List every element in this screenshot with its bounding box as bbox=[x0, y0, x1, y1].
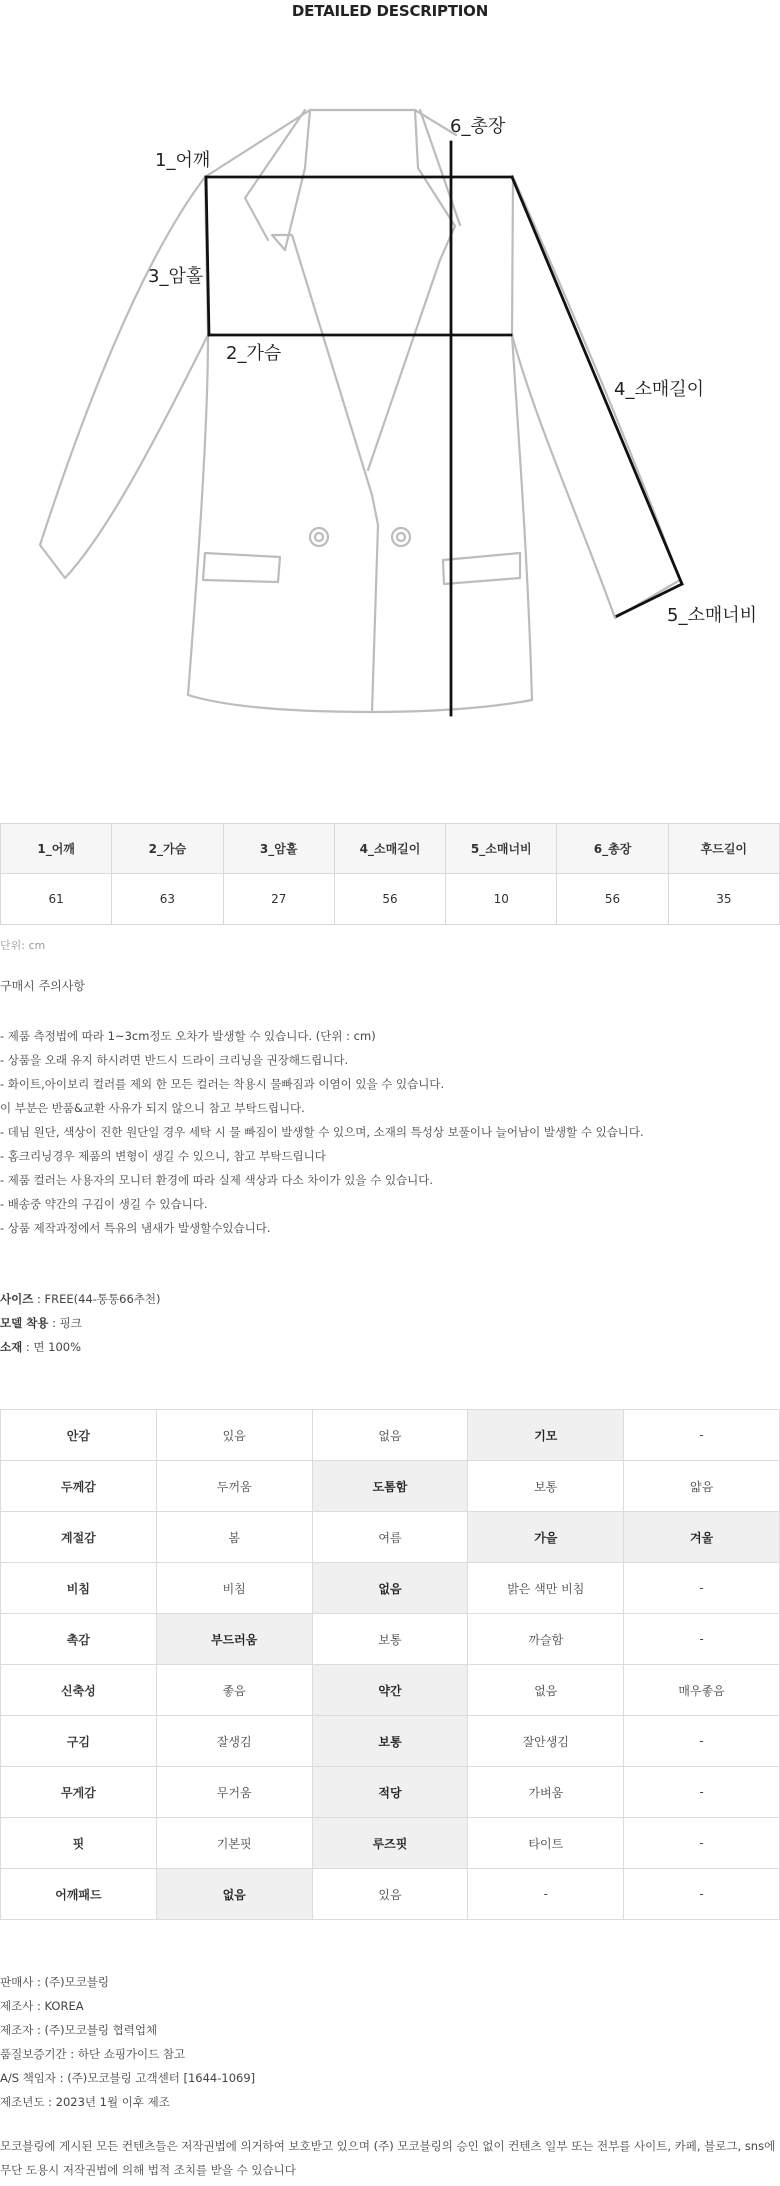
copyright-notice: 모코블링에 게시된 모든 컨텐츠들은 저작권법에 의거하여 보호받고 있으며 (주) 모코블링의 승인 없이 컨텐츠 일부 또는 전부를 사이트, 카페, 블로그, sns에 무단 도용시 저작권법에 의해 법적 조치를 받을 수 있습니다 bbox=[0, 2139, 776, 2177]
size-header-cell: 2_가슴 bbox=[112, 824, 223, 874]
feel-option-cell: 두꺼움 bbox=[156, 1461, 312, 1512]
feel-option-cell: 겨울 bbox=[624, 1512, 780, 1563]
left-lapel bbox=[272, 110, 378, 525]
caution-item: - 제품 측정법에 따라 1~3cm정도 오차가 발생할 수 있습니다. (단위 : cm) bbox=[0, 1029, 376, 1043]
size-value-cell: 27 bbox=[223, 874, 334, 925]
jacket-illustration bbox=[0, 90, 780, 740]
feel-attribute-cell: 신축성 bbox=[1, 1665, 157, 1716]
right-body-side bbox=[512, 177, 532, 700]
feel-option-cell: 도톰함 bbox=[312, 1461, 468, 1512]
jacket-outline bbox=[40, 110, 680, 712]
label-armhole: 3_암홀 bbox=[148, 266, 204, 287]
caution-item: - 상품을 오래 유지 하시려면 반드시 드라이 크리닝을 권장해드립니다. bbox=[0, 1053, 349, 1067]
collar-back bbox=[310, 110, 456, 135]
size-value-cell: 63 bbox=[112, 874, 223, 925]
feel-attribute-cell: 무게감 bbox=[1, 1767, 157, 1818]
feel-option-cell: 얇음 bbox=[624, 1461, 780, 1512]
feel-option-cell: 기본핏 bbox=[156, 1818, 312, 1869]
left-sleeve bbox=[40, 177, 208, 578]
spec-key: 모델 착용 bbox=[0, 1316, 49, 1330]
size-value-cell: 61 bbox=[1, 874, 112, 925]
label-sleeve-length: 4_소매길이 bbox=[614, 379, 705, 400]
feel-attribute-cell: 어깨패드 bbox=[1, 1869, 157, 1920]
feel-row bbox=[1, 1461, 780, 1512]
size-header-cell: 1_어깨 bbox=[1, 824, 112, 874]
feel-row bbox=[1, 1614, 780, 1665]
caution-item: - 데님 원단, 색상이 진한 원단일 경우 세탁 시 물 빠짐이 발생할 수 있으며, 소재의 특성상 보풀이나 늘어남이 발생할 수 있습니다. bbox=[0, 1125, 644, 1139]
label-total-length: 6_총장 bbox=[450, 116, 506, 137]
label-shoulder: 1_어깨 bbox=[155, 150, 211, 171]
info-row: 제조사 : KOREA bbox=[0, 1999, 84, 2013]
feel-option-cell: 없음 bbox=[468, 1665, 624, 1716]
feel-option-cell: 까슬함 bbox=[468, 1614, 624, 1665]
feel-row bbox=[1, 1512, 780, 1563]
info-row: 품질보증기간 : 하단 쇼핑가이드 참고 bbox=[0, 2047, 186, 2061]
left-body-side bbox=[188, 177, 208, 695]
feel-option-cell: 없음 bbox=[312, 1563, 468, 1614]
feel-option-cell: 가벼움 bbox=[468, 1767, 624, 1818]
feel-option-cell: 가을 bbox=[468, 1512, 624, 1563]
spec-row bbox=[0, 1287, 160, 1311]
size-value-cell: 56 bbox=[334, 874, 445, 925]
size-value-cell: 35 bbox=[668, 874, 779, 925]
button-2 bbox=[392, 528, 410, 546]
caution-title: 구매시 주의사항 bbox=[0, 979, 85, 993]
feel-option-cell: - bbox=[624, 1869, 780, 1920]
size-header-cell: 후드길이 bbox=[668, 824, 779, 874]
feel-attribute-cell: 계절감 bbox=[1, 1512, 157, 1563]
feel-attribute-cell: 두께감 bbox=[1, 1461, 157, 1512]
hem bbox=[188, 695, 532, 712]
feel-option-cell: 없음 bbox=[156, 1869, 312, 1920]
front-edge bbox=[372, 525, 378, 712]
feel-option-cell: 있음 bbox=[156, 1410, 312, 1461]
label-chest: 2_가슴 bbox=[226, 343, 282, 364]
size-value-cell: 10 bbox=[446, 874, 557, 925]
feel-row bbox=[1, 1767, 780, 1818]
feel-option-cell: 잘안생김 bbox=[468, 1716, 624, 1767]
feel-row bbox=[1, 1563, 780, 1614]
size-header-cell: 6_총장 bbox=[557, 824, 668, 874]
spec-value: : 면 100% bbox=[22, 1340, 82, 1354]
caution-item: - 화이트,아이보리 컬러를 제외 한 모든 컬러는 착용시 물빠짐과 이염이 있을 수 있습니다. bbox=[0, 1077, 445, 1091]
info-row: 판매사 : (주)모코블링 bbox=[0, 1975, 110, 1989]
feel-option-cell: 좋음 bbox=[156, 1665, 312, 1716]
section-heading: DETAILED DESCRIPTION bbox=[291, 2, 489, 20]
product-specs bbox=[0, 1287, 160, 1359]
feel-option-cell: 없음 bbox=[312, 1410, 468, 1461]
feel-option-cell: 무거움 bbox=[156, 1767, 312, 1818]
feel-option-cell: 매우좋음 bbox=[624, 1665, 780, 1716]
button-1 bbox=[310, 528, 328, 546]
feel-option-cell: 보통 bbox=[468, 1461, 624, 1512]
feel-option-cell: 있음 bbox=[312, 1869, 468, 1920]
feel-option-cell: 보통 bbox=[312, 1614, 468, 1665]
feel-option-cell: 기모 bbox=[468, 1410, 624, 1461]
feel-attribute-cell: 촉감 bbox=[1, 1614, 157, 1665]
feel-option-cell: - bbox=[624, 1716, 780, 1767]
caution-list bbox=[0, 1024, 780, 1240]
product-info bbox=[0, 1970, 255, 2114]
feel-row bbox=[1, 1818, 780, 1869]
feel-option-cell: 비침 bbox=[156, 1563, 312, 1614]
right-pocket bbox=[443, 553, 520, 584]
size-table bbox=[0, 823, 780, 925]
info-row: 제조년도 : 2023년 1월 이후 제조 bbox=[0, 2095, 170, 2109]
feel-row bbox=[1, 1410, 780, 1461]
feel-option-cell: 여름 bbox=[312, 1512, 468, 1563]
measurement-lines bbox=[206, 142, 682, 715]
feel-option-cell: - bbox=[468, 1869, 624, 1920]
caution-item: - 배송중 약간의 구김이 생길 수 있습니다. bbox=[0, 1197, 208, 1211]
left-pocket bbox=[203, 553, 280, 582]
feel-option-cell: 부드러움 bbox=[156, 1614, 312, 1665]
button-1-inner bbox=[315, 533, 323, 541]
feel-option-cell: 루즈핏 bbox=[312, 1818, 468, 1869]
spec-value: : 핑크 bbox=[48, 1316, 82, 1330]
info-row: A/S 책임자 : (주)모코블링 고객센터 [1644-1069] bbox=[0, 2071, 256, 2085]
feel-option-cell: 보통 bbox=[312, 1716, 468, 1767]
feel-option-cell: - bbox=[624, 1818, 780, 1869]
info-row: 제조자 : (주)모코블링 협력업체 bbox=[0, 2023, 158, 2037]
feel-option-cell: 봄 bbox=[156, 1512, 312, 1563]
feel-row bbox=[1, 1665, 780, 1716]
feel-option-cell: - bbox=[624, 1410, 780, 1461]
feel-option-cell: - bbox=[624, 1767, 780, 1818]
spec-row bbox=[0, 1311, 160, 1335]
spec-row bbox=[0, 1335, 160, 1359]
left-shoulder bbox=[205, 110, 310, 177]
caution-item: - 홈크리닝경우 제품의 변형이 생길 수 있으니, 참고 부탁드립니다 bbox=[0, 1149, 326, 1163]
caution-item: - 상품 제작과정에서 특유의 냄새가 발생할수있습니다. bbox=[0, 1221, 271, 1235]
caution-item: 이 부분은 반품&교환 사유가 되지 않으니 참고 부탁드립니다. bbox=[0, 1101, 305, 1115]
jacket-measurement-diagram bbox=[0, 90, 780, 740]
size-table-header-row bbox=[1, 824, 780, 874]
feel-attribute-cell: 안감 bbox=[1, 1410, 157, 1461]
feel-row bbox=[1, 1716, 780, 1767]
caution-item: - 제품 컬러는 사용자의 모니터 환경에 따라 실제 색상과 다소 차이가 있을 수 있습니다. bbox=[0, 1173, 434, 1187]
button-2-inner bbox=[397, 533, 405, 541]
feel-option-cell: 잘생김 bbox=[156, 1716, 312, 1767]
spec-key: 사이즈 bbox=[0, 1292, 34, 1306]
feel-option-cell: 밝은 색만 비침 bbox=[468, 1563, 624, 1614]
right-lapel bbox=[368, 110, 455, 470]
left-lapel-fold bbox=[245, 110, 305, 240]
size-table-value-row bbox=[1, 874, 780, 925]
size-header-cell: 5_소매너비 bbox=[446, 824, 557, 874]
feel-option-cell: - bbox=[624, 1563, 780, 1614]
unit-note: 단위: cm bbox=[0, 939, 46, 952]
size-header-cell: 3_암홀 bbox=[223, 824, 334, 874]
size-value-cell: 56 bbox=[557, 874, 668, 925]
spec-value: : FREE(44-통통66추천) bbox=[33, 1292, 161, 1306]
feel-option-cell: 적당 bbox=[312, 1767, 468, 1818]
spec-key: 소재 bbox=[0, 1340, 23, 1354]
feel-option-cell: 약간 bbox=[312, 1665, 468, 1716]
label-sleeve-width: 5_소매너비 bbox=[667, 605, 758, 626]
size-header-cell: 4_소매길이 bbox=[334, 824, 445, 874]
fabric-feel-table bbox=[0, 1409, 780, 1920]
feel-option-cell: - bbox=[624, 1614, 780, 1665]
feel-attribute-cell: 핏 bbox=[1, 1818, 157, 1869]
feel-row bbox=[1, 1869, 780, 1920]
feel-option-cell: 타이트 bbox=[468, 1818, 624, 1869]
feel-attribute-cell: 비침 bbox=[1, 1563, 157, 1614]
feel-attribute-cell: 구김 bbox=[1, 1716, 157, 1767]
